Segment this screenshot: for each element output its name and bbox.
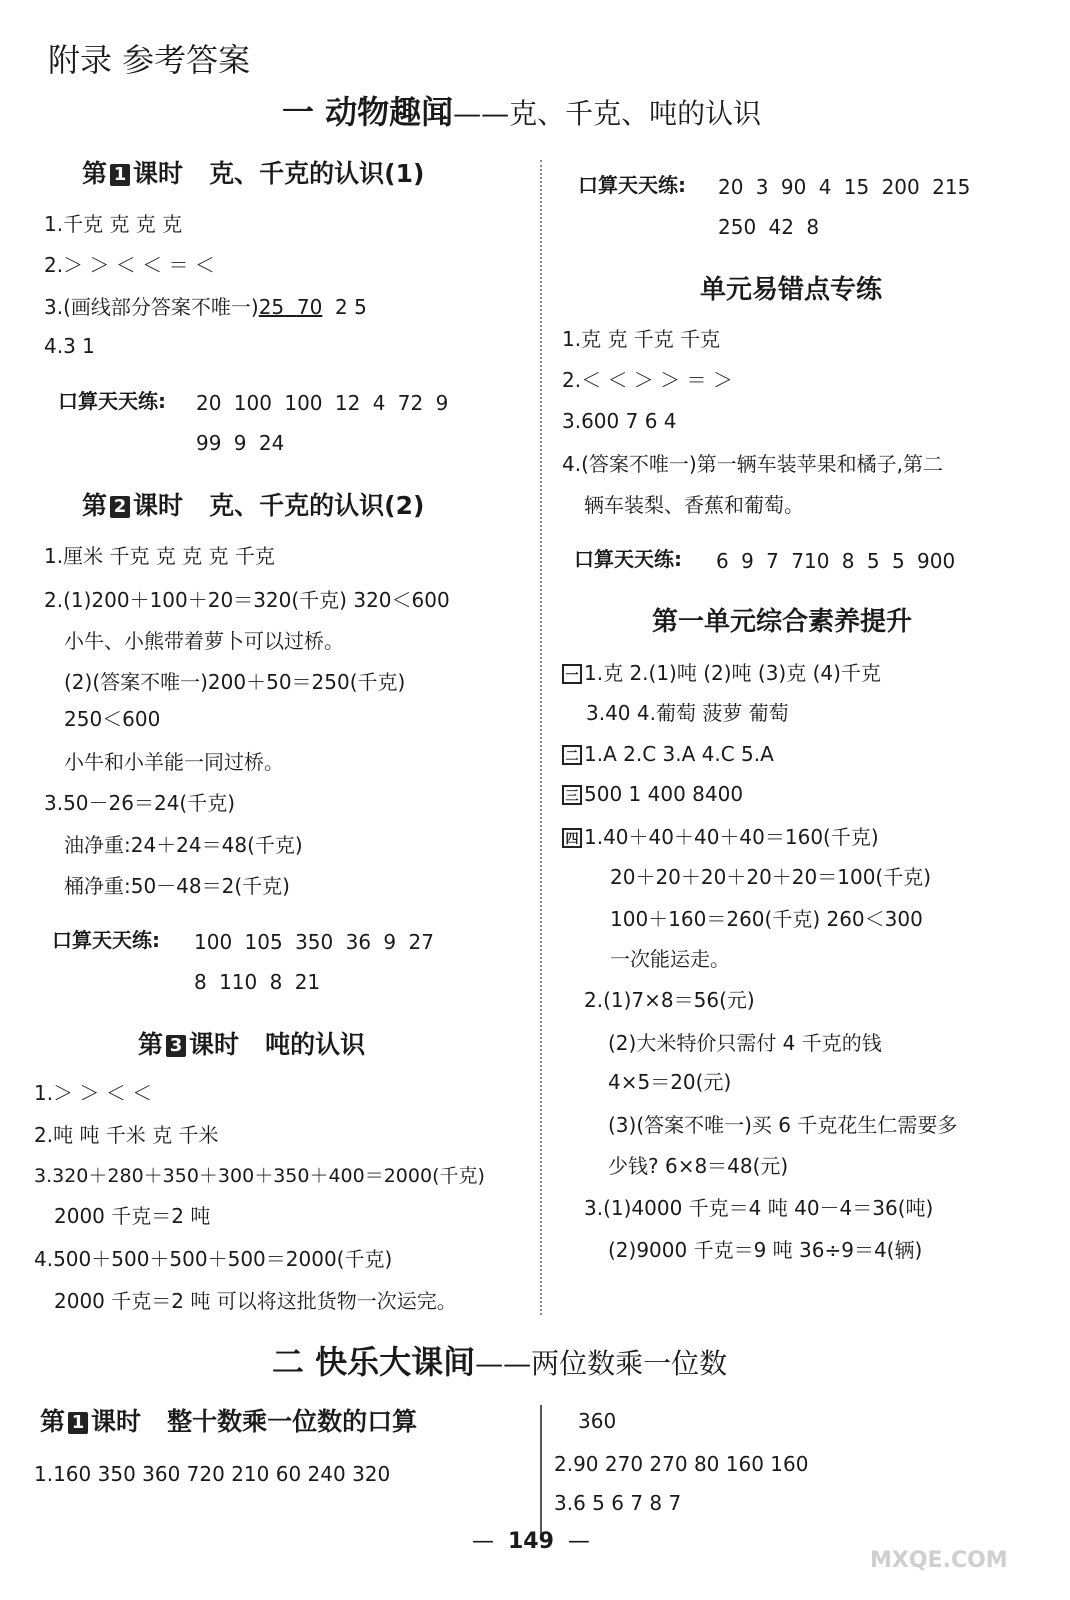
errors-line-5: 辆车装梨、香蕉和葡萄。 (584, 493, 804, 517)
lesson2-line-1: 1.厘米 千克 克 克 克 千克 (44, 544, 275, 568)
unit2-left-line: 1.160 350 360 720 210 60 240 320 (34, 1462, 391, 1486)
summary-line-3-text: 1.A 2.C 3.A 4.C 5.A (584, 742, 774, 766)
page-number-value: 149 (508, 1529, 554, 1554)
unit1-heading (282, 92, 761, 134)
summary-line-9: 2.(1)7×8＝56(元) (584, 988, 755, 1012)
summary-title: 第一单元综合素养提升 (652, 607, 913, 637)
unit2-lesson-prefix: 第 (40, 1407, 66, 1436)
lesson2-line-6: 小牛和小羊能一同过桥。 (64, 750, 284, 774)
right-kou2-line: 6 9 7 710 8 5 5 900 (716, 549, 956, 573)
lesson3-line-5: 4.500＋500＋500＋500＝2000(千克) (34, 1247, 393, 1271)
lesson2-line-7: 3.50－26＝24(千克) (44, 791, 236, 815)
errors-title: 单元易错点专练 (700, 275, 883, 305)
summary-line-1 (562, 660, 881, 686)
lesson3-number: 3 (166, 1035, 186, 1057)
lesson1-prefix: 第 (82, 159, 108, 188)
unit2-right-line-3: 3.6 5 6 7 8 7 (554, 1491, 682, 1515)
lesson2-prefix: 第 (82, 491, 108, 520)
lesson3-line-3: 3.320＋280＋350＋300＋350＋400＝2000(千克) (34, 1165, 485, 1187)
lesson1-line-2: 2.＞ ＞ ＜ ＜ ＝ ＜ (44, 253, 215, 277)
unit1-subtitle: 克、千克、吨的认识 (509, 97, 762, 130)
lesson2-title: 克、千克的认识(2) (209, 491, 425, 520)
underlined-answer: 70 (296, 295, 323, 319)
unit2-subtitle: 两位数乘一位数 (531, 1347, 728, 1380)
summary-line-4-text: 500 1 400 8400 (584, 782, 744, 806)
summary-line-7: 100＋160＝260(千克) 260＜300 (610, 907, 923, 931)
roman-mark: 四 (562, 828, 582, 848)
unit1-dash: —— (453, 97, 510, 130)
lesson2-line-4: (2)(答案不唯一)200＋50＝250(千克) (64, 670, 406, 694)
lesson3-suffix: 课时 (189, 1030, 240, 1059)
lesson3-title: 吨的认识 (265, 1030, 366, 1059)
lesson1-heading (82, 158, 424, 190)
unit2-lesson-title: 整十数乘一位数的口算 (167, 1407, 418, 1436)
lesson2-heading (82, 490, 424, 522)
underlined-answer: 25 (258, 295, 285, 319)
summary-line-11: 4×5＝20(元) (608, 1070, 732, 1094)
lesson1-line-3-note: 3.(画线部分答案不唯一) (44, 295, 259, 319)
right-kou-label: 口算天天练: (578, 173, 686, 197)
summary-line-5 (562, 824, 879, 850)
lesson2-kou-line-1: 100 105 350 36 9 27 (194, 930, 434, 954)
unit2-lesson-suffix: 课时 (91, 1407, 142, 1436)
lesson1-kou-line-1: 20 100 100 12 4 72 9 (196, 391, 449, 415)
right-kou-line-1: 20 3 90 4 15 200 215 (718, 175, 971, 199)
roman-mark: 三 (562, 785, 582, 805)
lesson1-suffix: 课时 (133, 159, 184, 188)
lesson3-heading (138, 1029, 365, 1061)
summary-line-3 (562, 741, 774, 767)
summary-line-4 (562, 781, 743, 807)
roman-mark: 二 (562, 745, 582, 765)
column-divider (540, 160, 542, 1315)
errors-line-3: 3.600 7 6 4 (562, 409, 677, 433)
lesson1-kou-label: 口算天天练: (58, 389, 166, 413)
lesson3-line-2: 2.吨 吨 千米 克 千米 (34, 1123, 219, 1147)
unit2-lesson-number: 1 (68, 1412, 88, 1434)
lesson2-line-8: 油净重:24＋24＝48(千克) (64, 833, 303, 857)
errors-line-1: 1.克 克 千克 千克 (562, 327, 721, 351)
summary-line-13: 少钱? 6×8＝48(元) (608, 1154, 789, 1178)
lesson1-line-3 (44, 294, 367, 320)
lesson1-number: 1 (110, 164, 130, 186)
unit2-divider (540, 1405, 542, 1540)
unit2-right-line-2: 2.90 270 270 80 160 160 (554, 1452, 809, 1476)
errors-line-2: 2.＜ ＜ ＞ ＞ ＝ ＞ (562, 368, 733, 392)
summary-line-15: (2)9000 千克＝9 吨 36÷9＝4(辆) (608, 1238, 923, 1262)
summary-line-2: 3.40 4.葡萄 菠萝 葡萄 (586, 701, 789, 725)
summary-line-8: 一次能运走。 (610, 947, 730, 971)
page-number: — 149 — (472, 1529, 590, 1554)
lesson2-kou-line-2: 8 110 8 21 (194, 970, 321, 994)
lesson1-kou-line-2: 99 9 24 (196, 431, 285, 455)
lesson2-line-9: 桶净重:50－48＝2(千克) (64, 874, 290, 898)
unit2-title: 二 快乐大课间 (272, 1343, 476, 1381)
appendix-header: 附录 参考答案 (48, 41, 251, 79)
summary-line-6: 20＋20＋20＋20＋20＝100(千克) (610, 865, 932, 889)
roman-mark: 一 (562, 664, 582, 684)
lesson2-suffix: 课时 (133, 491, 184, 520)
lesson3-prefix: 第 (138, 1030, 164, 1059)
right-kou2-label: 口算天天练: (574, 547, 682, 571)
lesson1-line-1: 1.千克 克 克 克 (44, 212, 183, 236)
summary-line-10: (2)大米特价只需付 4 千克的钱 (608, 1031, 882, 1055)
summary-line-1-text: 1.克 2.(1)吨 (2)吨 (3)克 (4)千克 (584, 661, 881, 685)
lesson2-line-3: 小牛、小熊带着萝卜可以过桥。 (64, 629, 344, 653)
lesson1-line-4: 4.3 1 (44, 334, 95, 358)
lesson3-line-1: 1.＞ ＞ ＜ ＜ (34, 1081, 153, 1105)
unit2-heading (272, 1342, 727, 1384)
lesson3-line-6: 2000 千克＝2 吨 可以将这批货物一次运完。 (54, 1289, 457, 1313)
lesson2-number: 2 (110, 496, 130, 518)
unit2-dash: —— (475, 1347, 532, 1380)
unit1-title: 一 动物趣闻 (282, 93, 454, 131)
unit2-right-line-1: 360 (578, 1409, 617, 1433)
unit2-lesson1-heading (40, 1406, 417, 1438)
lesson1-title: 克、千克的认识(1) (209, 159, 425, 188)
lesson1-line-3-rest: 2 5 (335, 295, 367, 319)
lesson3-line-4: 2000 千克＝2 吨 (54, 1204, 211, 1228)
lesson2-line-5: 250＜600 (64, 707, 161, 731)
right-kou-line-2: 250 42 8 (718, 215, 820, 239)
summary-line-14: 3.(1)4000 千克＝4 吨 40－4＝36(吨) (584, 1196, 934, 1220)
summary-line-12: (3)(答案不唯一)买 6 千克花生仁需要多 (608, 1113, 958, 1137)
lesson2-kou-label: 口算天天练: (52, 928, 160, 952)
errors-line-4: 4.(答案不唯一)第一辆车装苹果和橘子,第二 (562, 452, 944, 476)
lesson2-line-2: 2.(1)200＋100＋20＝320(千克) 320＜600 (44, 588, 450, 612)
watermark: MXQE.COM (870, 1548, 1008, 1573)
summary-line-5-text: 1.40＋40＋40＋40＝160(千克) (584, 825, 879, 849)
